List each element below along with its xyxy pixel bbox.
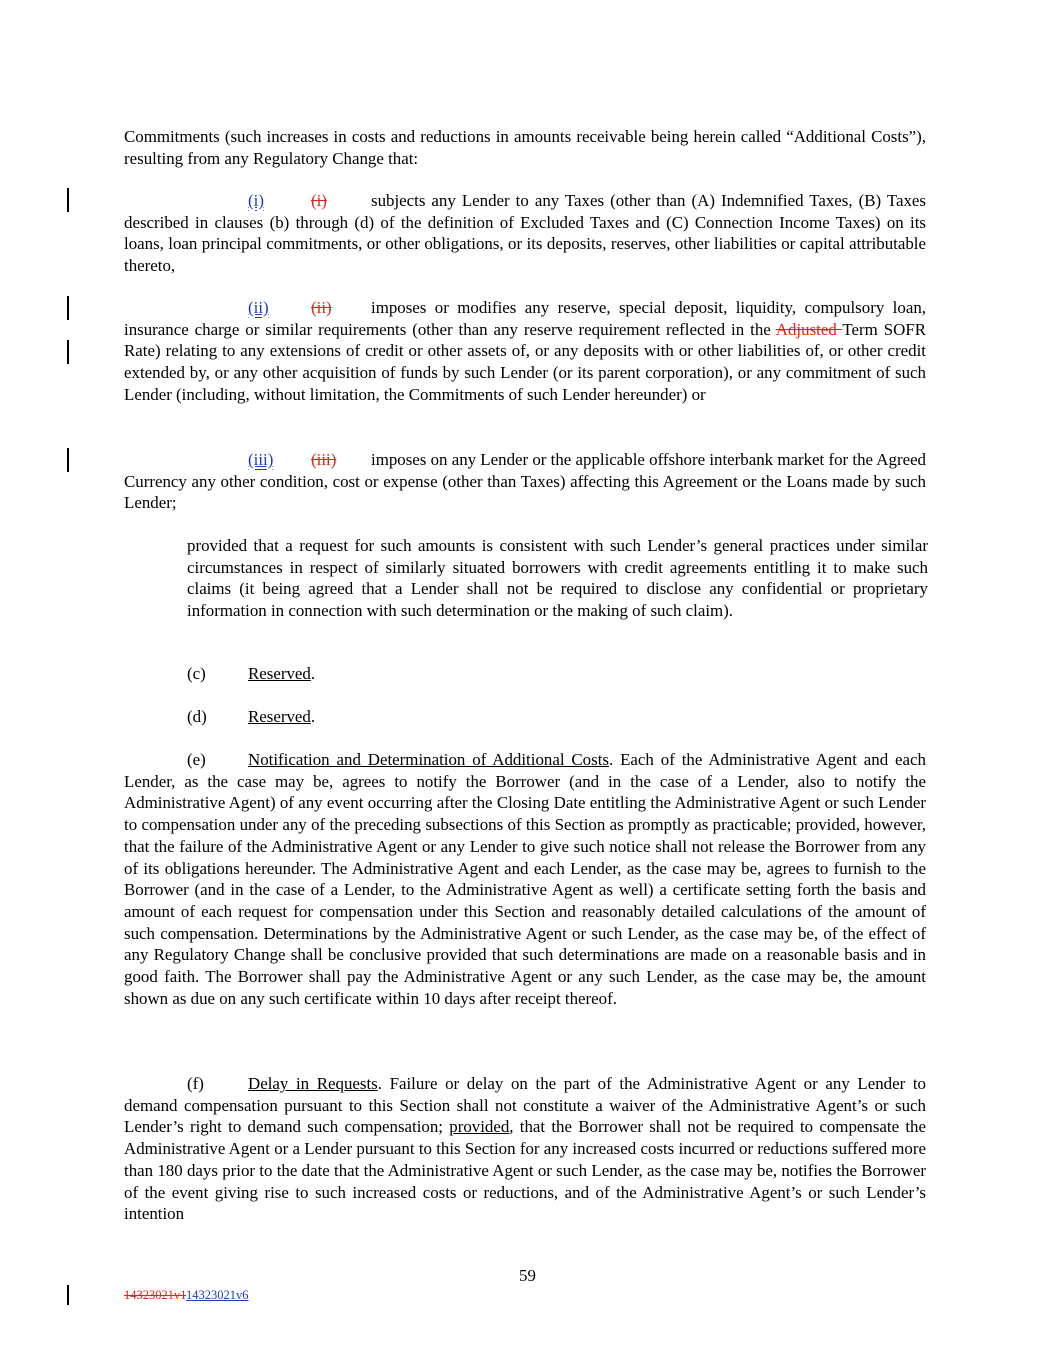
inserted-label: (iii) — [248, 450, 274, 469]
proviso-paragraph: provided that a request for such amounts is consistent with such Lender’s general practices under similar circumstances in respect of similarly situated borrowers with credit agreements entitling it to make such claims (it being agreed that a Lender shall not be required to disclose any confidential or proprietary information in connection with such determination or the making of such claim). — [187, 536, 928, 621]
deleted-label: (ii) — [311, 298, 332, 317]
intro-paragraph: Commitments (such increases in costs and reductions in amounts receivable being herein called “Additional Costs”), resulting from any Regulatory Change that: — [124, 127, 926, 168]
inserted-label: (ii) — [248, 298, 269, 317]
change-bar — [67, 296, 69, 320]
footer-docid: 14323021v114323021v6 — [124, 1288, 249, 1302]
section-d-heading: (d) Reserved. — [187, 707, 316, 726]
inserted-label: (i) — [248, 191, 264, 210]
change-bar — [67, 340, 69, 364]
deleted-label: (i) — [311, 191, 327, 210]
page-number: 59 — [519, 1266, 536, 1285]
change-bar — [67, 188, 69, 212]
clause-text-after: Term SOFR Rate) relating to any extensions of credit or other assets of, or any deposits with or other liabilities of, or other credit extended by, or any other acquisition of funds by such Lender (or its parent corporation), or any commitment of such Lender (including, without limitation, the Commitments of such Lender hereunder) or — [124, 319, 926, 404]
section-f-paragraph: (f) Delay in Requests. Failure or delay on the part of the Administrative Agent or any Lender to demand compensation pursuant to this Section shall not constitute a waiver of the Administrative Agent’s or such Lender’s right to demand such compensation; provided, that the Borrower shall not be required to compensate the Administrative Agent or a Lender pursuant to this Section for any increased costs incurred or reductions suffered more than 180 days prior to the date that the Administrative Agent or such Lender, as the case may be, notifies the Borrower of the event giving rise to such increased costs or reductions, and of the Administrative Agent’s or such Lender’s intention — [124, 1074, 927, 1224]
clause-text: subjects any Lender to any Taxes (other than (A) Indemnified Taxes, (B) Taxes described in clauses (b) through (d) of the definition of Excluded Taxes and (C) Connection Income Taxes) on its loans, loan principal commitments, or other obligations, or its deposits, reserves, other liabilities or capital attributable thereto, — [124, 191, 926, 276]
deleted-label: (iii) — [311, 450, 337, 469]
deleted-text: Adjusted — [775, 319, 843, 339]
clause-text: imposes on any Lender or the applicable offshore interbank market for the Agreed Currency any other condition, cost or expense (other than Taxes) affecting this Agreement or the Loans made by such Lender; — [124, 450, 927, 513]
clause-i-paragraph — [124, 190, 926, 277]
change-bar — [67, 1285, 69, 1305]
section-e-title: Notification and Determination of Additional Costs — [248, 750, 609, 769]
section-f-title: Delay in Requests — [248, 1074, 378, 1093]
clause-text-before: imposes or modifies any reserve, special deposit, liquidity, compulsory loan, insurance charge or similar requirements (other than any reserve requirement reflected in the — [124, 298, 926, 339]
change-bar — [67, 448, 69, 472]
section-c-heading: (c) Reserved. — [187, 664, 316, 683]
clause-ii-paragraph — [124, 297, 926, 406]
section-e-paragraph: (e) Notification and Determination of Additional Costs. Each of the Administrative Agent and each Lender, as the case may be, agrees to notify the Borrower (and in the case of a Lender, also to notify the Administrative Agent) of any event occurring after the Closing Date entitling the Administrative Agent or such Lender to compensation under any of the preceding subsections of this Section as promptly as practicable; provided, however, that the failure of the Administrative Agent or any Lender to give such notice shall not release the Borrower from any of its obligations hereunder. The Administrative Agent and each Lender, as the case may be, agrees to furnish to the Borrower (and in the case of a Lender, to the Administrative Agent as well) a certificate setting forth the basis and amount of each request for compensation under this Section and reasonably detailed calculations of the amount of such compensation. Determinations by the Administrative Agent or such Lender, as the case may be, of the effect of any Regulatory Change shall be conclusive provided that such determinations are made on a reasonable basis and in good faith. The Borrower shall pay the Administrative Agent or any such Lender, as the case may be, the amount shown as due on any such certificate within 10 days after receipt thereof. — [124, 750, 926, 1008]
clause-iii-paragraph — [124, 449, 926, 514]
